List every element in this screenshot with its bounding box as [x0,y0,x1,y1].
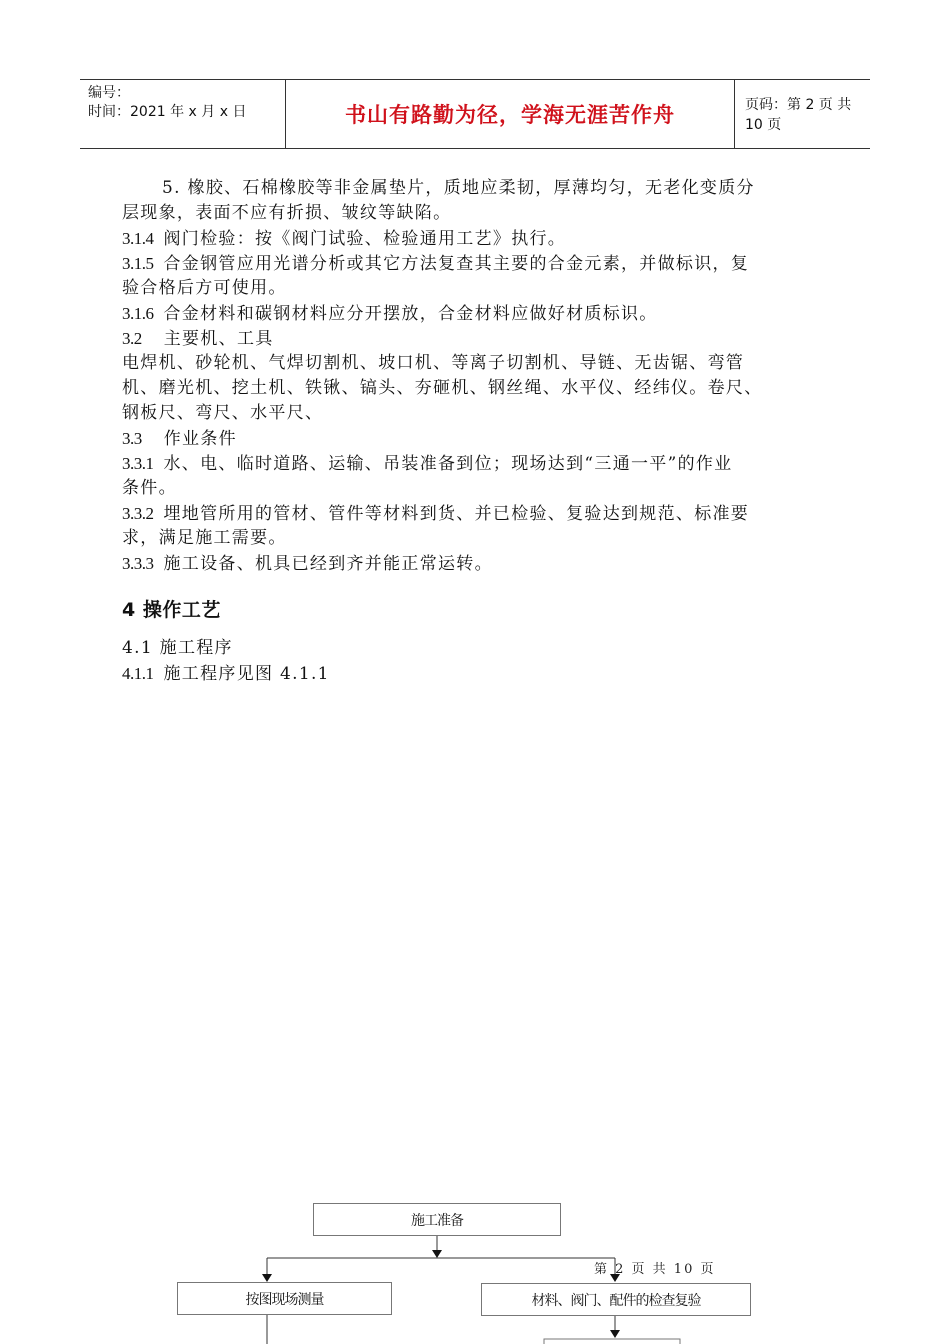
paragraph-line: 验合格后方可使用。 [122,278,287,298]
paragraph-line: 求，满足施工需要。 [122,528,287,548]
flow-box-partial [544,1339,680,1344]
section-text: 水、电、临时道路、运输、吊装准备到位；现场达到“三通一平”的作业 [163,454,733,474]
section-number: 3.3.2 [122,504,154,523]
section-number: 3.3.1 [122,454,154,473]
section-number: 3.1.5 [122,254,154,273]
section-number: 3.1.6 [122,304,154,323]
paragraph-line: 层现象，表面不应有折损、皱纹等缺陷。 [122,203,452,223]
section-number: 3.3.3 [122,554,154,573]
section-number: 3.1.4 [122,229,154,248]
paragraph-line: 机、磨光机、挖土机、铁锹、镐头、夯砸机、钢丝绳、水平仪、经纬仪。卷尺、 [122,378,763,398]
header-page-info: 页码：第 2 页 共 10 页 [745,97,852,133]
header-motto: 书山有路勤为径，学海无涯苦作舟 [285,80,735,148]
flow-box-left: 按图现场测量 [177,1282,392,1315]
paragraph-line: 5. 橡胶、石棉橡胶等非金属垫片，质地应柔韧，厚薄均匀，无老化变质分 [162,178,755,198]
section-number: 4.1.1 [122,664,154,683]
paragraph-line: 钢板尺、弯尺、水平尺、 [122,403,324,423]
flow-box-start: 施工准备 [313,1203,561,1236]
arrowhead [610,1330,620,1338]
arrowhead [262,1274,272,1282]
section-text: 合金材料和碳钢材料应分开摆放，合金材料应做好材质标识。 [163,304,658,324]
document-number-label: 编号： [88,85,130,101]
section-number: 3.2 [122,329,142,348]
paragraph-line: 电焊机、砂轮机、气焊切割机、坡口机、等离子切割机、导链、无齿锯、弯管 [122,353,745,373]
section-text: 主要机、工具 [163,329,274,349]
section-text: 合金钢管应用光谱分析或其它方法复查其主要的合金元素，并做标识，复 [163,254,750,274]
document-time-label: 时间：2021 年 x 月 x 日 [88,104,247,120]
section-text: 埋地管所用的管材、管件等材料到货、并已检验、复验达到规范、标准要 [163,504,750,524]
section-heading-4: 4 操作工艺 [122,599,221,621]
footer-page-number: 第 2 页 共 10 页 [594,1262,716,1277]
section-text: 施工程序见图 4.1.1 [163,664,330,684]
section-4-1: 4.1 施工程序 [122,638,233,658]
flow-box-right: 材料、阀门、配件的检查复验 [481,1283,751,1316]
arrowhead [432,1250,442,1258]
section-text: 作业条件 [163,429,237,449]
section-text: 施工设备、机具已经到齐并能正常运转。 [163,554,493,574]
section-text: 阀门检验：按《阀门试验、检验通用工艺》执行。 [163,229,567,249]
section-number: 3.3 [122,429,142,448]
paragraph-line: 条件。 [122,478,177,498]
